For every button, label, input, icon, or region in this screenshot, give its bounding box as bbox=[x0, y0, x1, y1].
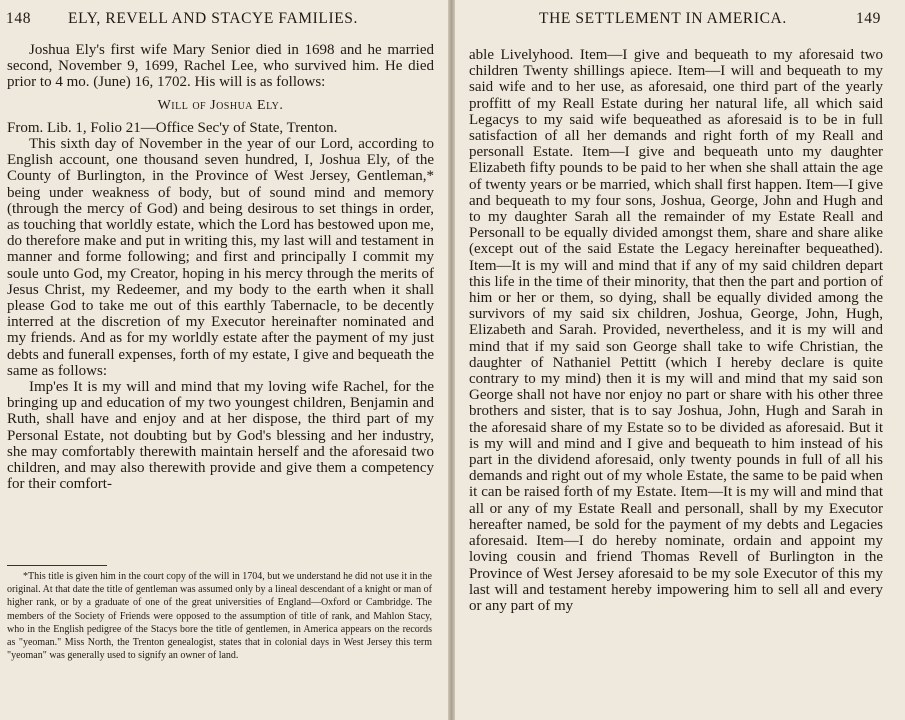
footnote-text: *This title is given him in the court copy of the will in 1704, but we understand he did not use it in the original. At that date the title of gentleman was assumed only by a lineal descendant of a knight or man of higher rank, or by a graduate of one of the great universities of England—Oxford or Cambridge. The members of the Society of Friends were opposed to the assumption of title of rank, and Mahlon Stacy, who in the English pedigree of the Stacys bore the title of gentlemen, in America appears on the records as "yeoman." Miss North, the Trenton genealogist, states that in colonial days in West Jersey this term "yeoman" was generally used to signify an owner of land. bbox=[7, 571, 432, 662]
source-line: From. Lib. 1, Folio 21—Office Sec'y of State, Trenton. bbox=[7, 119, 338, 136]
book-gutter bbox=[448, 0, 455, 720]
will-title: Will of Joshua Ely. bbox=[157, 97, 284, 113]
footnote-rule bbox=[7, 565, 107, 566]
left-page bbox=[0, 0, 448, 720]
will-paragraph-1: This sixth day of November in the year of our Lord, according to English account, one thousand seven hundred, I, Joshua Ely, of the County of Burlington, in the Province of West Jersey, Gentleman,* being under weakness of body, but of sound mind and memory (through the mercy of God) and being desirous to set things in order, as touching that worldly estate, which the Lord has bestowed upon me, do therefore make and put in writing this, my last will and testament in manner and forme following; and first and principally I commit my soule unto God, my Creator, hoping in his mercy through the merits of Jesus Christ, my Redeemer, and my body to the earth when it shall please God to take me out of this earthly Tabernacle, to be decently interred at the discretion of my Executor hereinafter nominated and my friends. And as for my worldly estate after the payment of my just debts and funerall expenses, forth of my estate, I give and bequeath the same as follows: bbox=[7, 136, 434, 379]
will-paragraph-2: Imp'es It is my will and mind that my loving wife Rachel, for the bringing up and education of my two youngest children, Benjamin and Ruth, shall have and enjoy and at her dispose, the third part of my Personal Estate, not doubting but by God's blessing and her industry, she may comfortably therewith maintain herself and the aforesaid two children, and may also therewith provide and give them a competency for their comfort- bbox=[7, 379, 434, 493]
running-head: ELY, REVELL AND STACYE FAMILIES. bbox=[68, 10, 358, 27]
right-page bbox=[455, 0, 905, 720]
left-body bbox=[7, 42, 434, 492]
footnote bbox=[7, 570, 432, 662]
intro-paragraph: Joshua Ely's first wife Mary Senior died in 1698 and he married second, November 9, 1699, Rachel Lee, who survived him. He died prior to 4 mo. (June) 16, 1702. His will is as follows: bbox=[7, 42, 434, 91]
right-body bbox=[469, 47, 883, 614]
running-head: THE SETTLEMENT IN AMERICA. bbox=[539, 10, 787, 27]
left-page-header bbox=[6, 10, 438, 28]
will-continuation: able Livelyhood. Item—I give and bequeath to my aforesaid two children Twenty shillings apiece. Item—I will and bequeath to my said wife and to her use, as aforesaid, one third part of the yearly proffitt of my Reall Estate during her natural life, all which said Legacys to my said wife bequeathed as aforesaid is to be in full satisfaction of all her demands and right forth of my Reall and personall Estate. Item—I give and bequeath unto my daughter Elizabeth fifty pounds to be paid to her when she shall attain the age of twenty years or be married, which shall first happen. Item—I give and bequeath to my four sons, Joshua, George, John and Hugh and to my daughter Sarah all the remainder of my Estate Reall and Personall to be equally divided amongst them, share and share alike (except out of the said Estate the Legacy hereinafter bequeathed). Item—It is my will and mind that if any of my said children depart this life in the time of their minority, that then the part and portion of him or her or them, so dying, shall be equally divided among the survivors of my said six children, Joshua, George, John, Hugh, Elizabeth and Sarah. Provided, nevertheless, and it is my will and mind that if my said son George shall take to wife Christian, the daughter of Nathaniel Pettitt (which I hereby declare is quite contrary to my mind) then it is my will and mind that my said son George shall not have nor enjoy no part or share with his other three brothers and sister, that is to say Joshua, John, Hugh and Sarah in the aforesaid share of my Estate so to be divided as aforesaid. But it is my will and mind and I give and bequeath to him instead of his part in the dividend aforesaid, only twenty pounds in full of all his demands and right out of my whole Estate, the same to be paid when it can be raised forth of my Estate. Item—It is my will and mind that all or any of my Estate Reall and personall, shall by my Executor hereafter named, be sold for the payment of my debts and Legacies aforesaid. Item—I do hereby nominate, ordain and appoint my loving cousin and friend Thomas Revell of Burlington in the Province of West Jersey aforesaid to be my sole Executor of this my last will and testament hereby impowering him to sell all and every or any part of my bbox=[469, 47, 883, 614]
right-page-header bbox=[469, 10, 881, 28]
page-number: 148 bbox=[6, 10, 32, 27]
page-number: 149 bbox=[855, 10, 881, 27]
